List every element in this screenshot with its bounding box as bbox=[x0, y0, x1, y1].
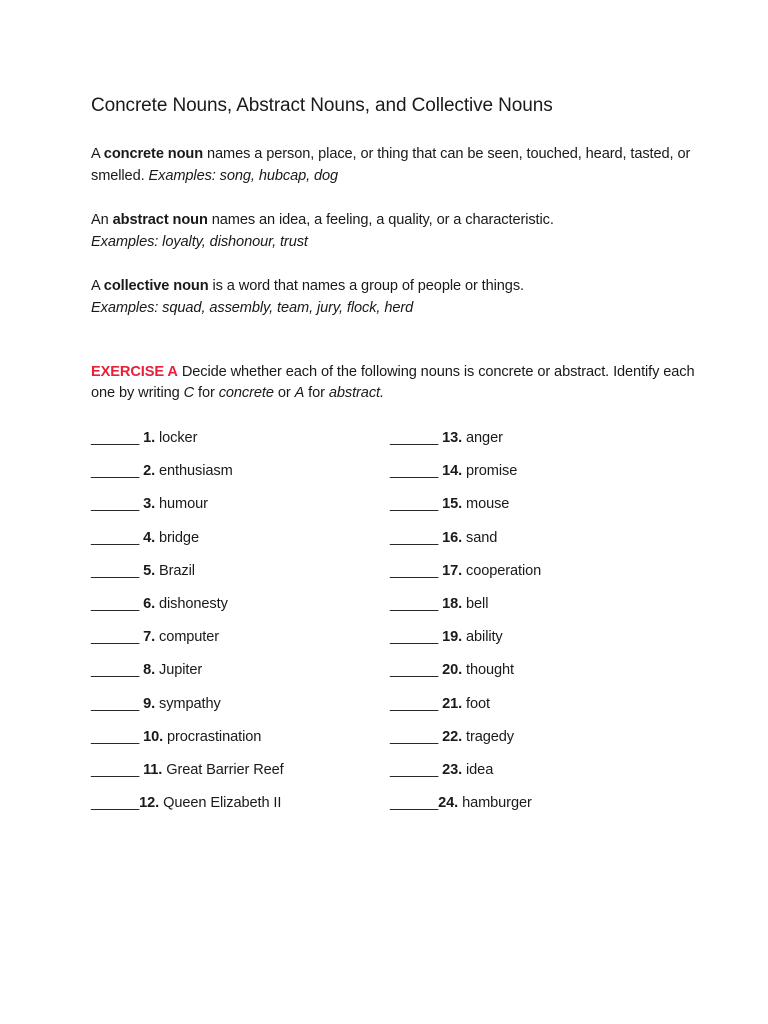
item-word: bridge bbox=[155, 529, 199, 546]
exercise-item bbox=[390, 593, 541, 626]
items-column-right bbox=[390, 427, 541, 825]
item-number: 18. bbox=[442, 595, 463, 612]
item-number: 7. bbox=[143, 629, 156, 646]
exercise-item bbox=[390, 726, 541, 759]
item-word: ability bbox=[462, 629, 503, 646]
exercise-item bbox=[91, 427, 284, 460]
definition-examples: Examples: song, hubcap, dog bbox=[148, 168, 339, 184]
item-word: thought bbox=[462, 662, 515, 679]
item-number: 15. bbox=[442, 496, 463, 513]
exercise-item bbox=[91, 693, 284, 726]
exercise-item bbox=[91, 593, 284, 626]
definition-term: concrete noun bbox=[103, 146, 204, 162]
answer-blank[interactable]: ______ bbox=[91, 529, 144, 546]
answer-blank[interactable]: ______ bbox=[390, 463, 443, 480]
item-number: 14. bbox=[442, 463, 463, 480]
item-word: Jupiter bbox=[155, 662, 203, 679]
exercise-item bbox=[91, 759, 284, 792]
definition-concrete bbox=[91, 143, 711, 187]
item-word: cooperation bbox=[462, 562, 542, 579]
definition-abstract bbox=[91, 209, 711, 253]
definition-lead: A bbox=[91, 146, 104, 162]
answer-blank[interactable]: ______ bbox=[91, 463, 144, 480]
item-word: Brazil bbox=[155, 562, 195, 579]
definition-lead: A bbox=[91, 278, 104, 294]
item-word: enthusiasm bbox=[155, 463, 233, 480]
answer-blank[interactable]: ______ bbox=[390, 662, 443, 679]
exercise-item bbox=[390, 493, 541, 526]
answer-blank[interactable]: ______ bbox=[91, 695, 144, 712]
exercise-item bbox=[390, 693, 541, 726]
item-word: computer bbox=[155, 629, 220, 646]
answer-blank[interactable]: ______ bbox=[390, 496, 443, 513]
exercise-item bbox=[390, 626, 541, 659]
definition-examples: Examples: squad, assembly, team, jury, flock, herd bbox=[91, 300, 414, 316]
answer-blank[interactable]: ______ bbox=[390, 430, 443, 446]
item-word: dishonesty bbox=[155, 595, 228, 612]
exercise-item bbox=[390, 759, 541, 792]
definition-lead: An bbox=[91, 212, 113, 228]
item-number: 8. bbox=[143, 662, 156, 679]
exercise-item bbox=[91, 560, 284, 593]
item-word: idea bbox=[462, 761, 494, 778]
item-number: 9. bbox=[143, 695, 156, 712]
definition-term: abstract noun bbox=[112, 212, 208, 228]
exercise-item bbox=[91, 527, 284, 560]
definition-text: is a word that names a group of people or things. bbox=[208, 278, 524, 294]
exercise-text-part: for bbox=[304, 385, 329, 401]
item-number: 23. bbox=[442, 761, 463, 778]
item-word: Queen Elizabeth II bbox=[159, 795, 282, 812]
definition-text: names a person, place, or thing that can be seen, touched, heard, tasted, or smelled. bbox=[91, 146, 691, 184]
item-number: 4. bbox=[143, 529, 156, 546]
exercise-item bbox=[390, 460, 541, 493]
item-number: 13. bbox=[442, 430, 463, 446]
exercise-text-part: or bbox=[273, 385, 295, 401]
answer-blank[interactable]: ______ bbox=[91, 728, 144, 745]
exercise-items bbox=[91, 427, 711, 827]
item-word: hamburger bbox=[458, 795, 532, 812]
item-number: 20. bbox=[442, 662, 463, 679]
answer-blank[interactable]: ______ bbox=[91, 662, 144, 679]
exercise-instructions bbox=[91, 362, 711, 404]
answer-blank[interactable]: ______ bbox=[390, 529, 443, 546]
definition-collective bbox=[91, 275, 711, 319]
answer-blank[interactable]: ______ bbox=[91, 761, 144, 778]
definition-term: collective noun bbox=[103, 278, 209, 294]
exercise-label: EXERCISE A bbox=[91, 364, 178, 380]
exercise-item bbox=[91, 493, 284, 526]
item-number: 21. bbox=[442, 695, 463, 712]
answer-blank[interactable]: ______ bbox=[91, 430, 144, 446]
item-word: bell bbox=[462, 595, 489, 612]
exercise-word-abstract: abstract. bbox=[328, 385, 384, 401]
exercise-item bbox=[390, 659, 541, 692]
answer-blank[interactable]: ______ bbox=[91, 629, 144, 646]
item-word: tragedy bbox=[462, 728, 514, 745]
item-number: 11. bbox=[143, 761, 163, 778]
exercise-item bbox=[390, 792, 541, 825]
item-word: procrastination bbox=[163, 728, 262, 745]
exercise-item bbox=[390, 527, 541, 560]
item-word: Great Barrier Reef bbox=[162, 761, 284, 778]
exercise-item bbox=[91, 792, 284, 825]
item-number: 5. bbox=[143, 562, 156, 579]
item-number: 17. bbox=[442, 562, 463, 579]
exercise-item bbox=[91, 659, 284, 692]
item-word: sand bbox=[462, 529, 498, 546]
item-number: 2. bbox=[143, 463, 156, 480]
item-word: foot bbox=[462, 695, 490, 712]
exercise-word-concrete: concrete bbox=[218, 385, 274, 401]
item-number: 10. bbox=[143, 728, 164, 745]
item-number: 1. bbox=[143, 430, 156, 446]
exercise-text-part: Decide whether each of the following nouns is concrete or abstract. Identify each one by writing bbox=[91, 364, 695, 401]
page-title: Concrete Nouns, Abstract Nouns, and Collective Nouns bbox=[91, 95, 553, 116]
item-word: sympathy bbox=[155, 695, 221, 712]
exercise-item bbox=[91, 460, 284, 493]
answer-blank[interactable]: ______ bbox=[390, 761, 443, 778]
item-number: 22. bbox=[442, 728, 463, 745]
answer-blank[interactable]: ______ bbox=[91, 595, 144, 612]
answer-blank[interactable]: ______ bbox=[390, 595, 443, 612]
item-number: 3. bbox=[143, 496, 156, 513]
answer-blank[interactable]: ______ bbox=[390, 562, 443, 579]
worksheet-page bbox=[91, 92, 711, 827]
item-word: mouse bbox=[462, 496, 510, 513]
answer-blank[interactable]: ______ bbox=[91, 496, 144, 513]
item-number: 6. bbox=[143, 595, 156, 612]
exercise-item bbox=[390, 560, 541, 593]
exercise-letter-c: C bbox=[183, 385, 195, 401]
items-column-left bbox=[91, 427, 284, 825]
item-number: 16. bbox=[442, 529, 463, 546]
exercise-letter-a: A bbox=[294, 385, 305, 401]
exercise-item bbox=[91, 626, 284, 659]
item-number: 12. bbox=[139, 795, 160, 812]
answer-blank[interactable]: ______ bbox=[91, 795, 140, 812]
answer-blank[interactable]: ______ bbox=[390, 795, 439, 812]
answer-blank[interactable]: ______ bbox=[390, 728, 443, 745]
item-word: humour bbox=[155, 496, 208, 513]
definition-text: names an idea, a feeling, a quality, or a characteristic. bbox=[207, 212, 554, 228]
answer-blank[interactable]: ______ bbox=[390, 629, 443, 646]
item-number: 19. bbox=[442, 629, 463, 646]
exercise-text-part: for bbox=[194, 385, 219, 401]
definition-examples: Examples: loyalty, dishonour, trust bbox=[91, 234, 308, 250]
item-number: 24. bbox=[438, 795, 459, 812]
item-word: promise bbox=[462, 463, 518, 480]
answer-blank[interactable]: ______ bbox=[91, 562, 144, 579]
exercise-item bbox=[390, 427, 541, 460]
item-word: locker bbox=[155, 430, 198, 446]
item-word: anger bbox=[462, 430, 503, 446]
exercise-text bbox=[91, 364, 695, 401]
exercise-item bbox=[91, 726, 284, 759]
answer-blank[interactable]: ______ bbox=[390, 695, 443, 712]
